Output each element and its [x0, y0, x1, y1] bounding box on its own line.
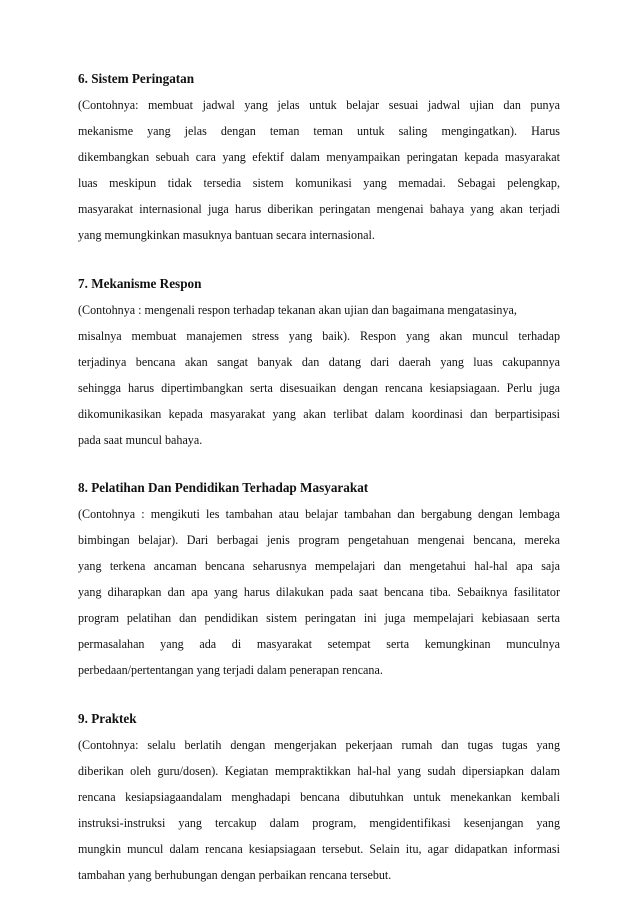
section-heading: 7. Mekanisme Respon	[78, 275, 202, 291]
section-paragraph	[78, 92, 560, 248]
section-paragraph	[78, 501, 560, 683]
paragraph-line: (Contohnya : mengikuti les tambahan atau belajar tambahan dan bergabung dengan lembaga	[78, 507, 560, 521]
section-praktek	[78, 706, 560, 888]
section-paragraph	[78, 732, 560, 888]
section-pelatihan-pendidikan	[78, 475, 560, 683]
paragraph-line: pada saat muncul bahaya.	[78, 432, 203, 447]
section-heading: 8. Pelatihan Dan Pendidikan Terhadap Masyarakat	[78, 480, 369, 495]
section-sistem-peringatan	[78, 66, 560, 248]
paragraph-line: permasalahan yang ada di masyarakat setempat serta kemungkinan munculnya	[78, 637, 560, 651]
section-heading: 9. Praktek	[78, 710, 137, 726]
paragraph-line: (Contohnya: membuat jadwal yang jelas untuk belajar sesuai jadwal ujian dan punya	[78, 98, 560, 112]
paragraph-line: luas meskipun tidak tersedia sistem komunikasi yang memadai. Sebagai pelengkap,	[78, 176, 560, 190]
paragraph-line: yang terkena ancaman bencana seharusnya mempelajari dan mengetahui hal-hal apa saja	[78, 559, 560, 573]
paragraph-line: rencana kesiapsiagaandalam menghadapi bencana dibutuhkan untuk menekankan kembali	[78, 789, 560, 804]
paragraph-line: mekanisme yang jelas dengan teman teman untuk saling mengingatkan). Harus	[78, 124, 560, 138]
paragraph-line: yang memungkinkan masuknya bantuan secara internasional.	[78, 228, 375, 242]
paragraph-line: yang diharapkan dan apa yang harus dilakukan pada saat bencana tiba. Sebaiknya fasilitator	[78, 585, 560, 599]
section-mekanisme-respon	[78, 271, 560, 453]
paragraph-line: (Contohnya : mengenali respon terhadap tekanan akan ujian dan bagaimana mengatasinya,	[78, 302, 517, 317]
document-page	[78, 66, 560, 910]
paragraph-line: sehingga harus dipertimbangkan serta disesuaikan dengan rencana kesiapsiagaan. Perlu juga	[78, 380, 560, 395]
paragraph-line: terjadinya bencana akan sangat banyak dan datang dari daerah yang luas cakupannya	[78, 354, 560, 369]
paragraph-line: diberikan oleh guru/dosen). Kegiatan mempraktikkan hal-hal yang sudah dipersiapkan dalam	[78, 763, 560, 778]
paragraph-line: masyarakat internasional juga harus diberikan peringatan mengenai bahaya yang akan terjadi	[78, 202, 560, 216]
paragraph-line: dikomunikasikan kepada masyarakat yang akan terlibat dalam koordinasi dan berpartisipasi	[78, 406, 560, 421]
paragraph-line: (Contohnya: selalu berlatih dengan mengerjakan pekerjaan rumah dan tugas tugas yang	[78, 737, 560, 752]
section-heading: 6. Sistem Peringatan	[78, 71, 195, 86]
paragraph-line: tambahan yang berhubungan dengan perbaikan rencana tersebut.	[78, 867, 392, 882]
paragraph-line: mungkin muncul dalam rencana kesiapsiagaan tersebut. Selain itu, agar didapatkan informasi	[78, 841, 560, 856]
paragraph-line: dikembangkan sebuah cara yang efektif dalam menyampaikan peringatan kepada masyarakat	[78, 150, 560, 164]
paragraph-line: instruksi-instruksi yang tercakup dalam program, mengidentifikasi kesenjangan yang	[78, 815, 560, 830]
paragraph-line: bimbingan belajar). Dari berbagai jenis program pengetahuan mengenai bencana, mereka	[78, 533, 560, 547]
paragraph-line: perbedaan/pertentangan yang terjadi dalam penerapan rencana.	[78, 663, 383, 677]
section-paragraph	[78, 297, 560, 453]
paragraph-line: program pelatihan dan pendidikan sistem peringatan ini juga mempelajari kebiasaan serta	[78, 611, 560, 625]
paragraph-line: misalnya membuat manajemen stress yang baik). Respon yang akan muncul terhadap	[78, 328, 560, 343]
